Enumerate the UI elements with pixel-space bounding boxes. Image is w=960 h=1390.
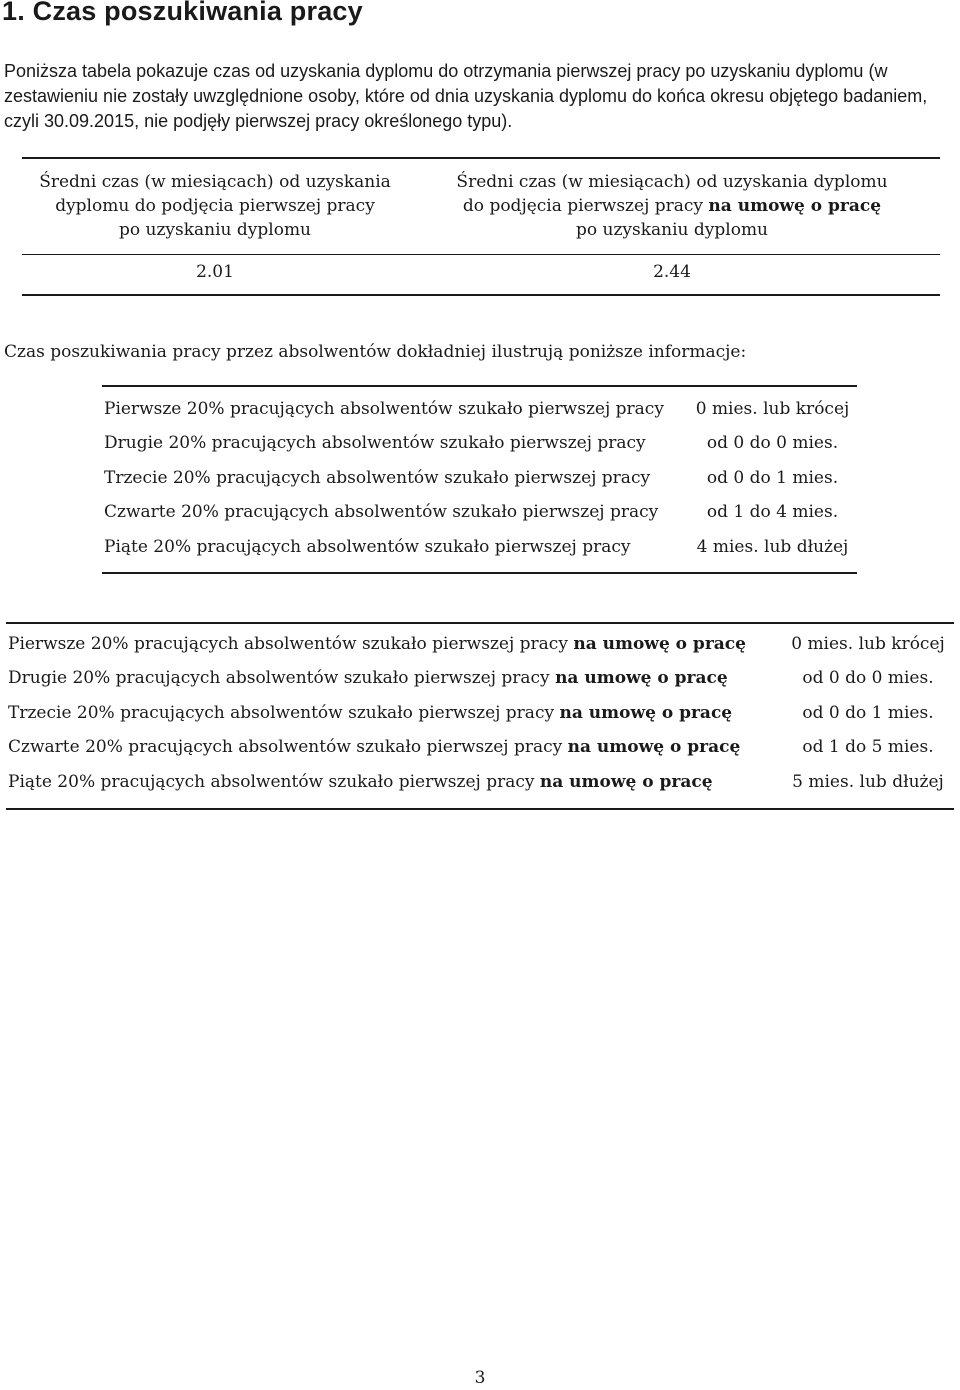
header-line (432, 194, 912, 218)
row-value: 0 mies. lub krócej (695, 399, 850, 419)
table-row (102, 431, 857, 465)
table-rule-bottom (6, 808, 954, 810)
header-text: do podjęcia pierwszej pracy (462, 196, 709, 216)
row-label: Drugie 20% pracujących absolwentów szukało pierwszej pracy (104, 433, 646, 453)
row-value: 4 mies. lub dłużej (696, 537, 849, 557)
row-value: od 1 do 5 mies. (802, 737, 934, 757)
row-label: Pierwsze 20% pracujących absolwentów szukało pierwszej pracy (104, 399, 664, 419)
header-emphasis: na umowę o pracę (708, 196, 882, 216)
row-label-emphasis: na umowę o pracę (573, 634, 746, 654)
row-label-emphasis: na umowę o pracę (539, 772, 713, 792)
table-rule-bottom (102, 572, 857, 574)
table-row (102, 397, 857, 431)
table-rule-mid (22, 254, 940, 255)
row-label: Czwarte 20% pracujących absolwentów szukało pierwszej pracy (104, 502, 659, 522)
row-label (8, 701, 732, 725)
table-row (6, 770, 954, 804)
table-rule-top (6, 622, 954, 624)
table-row (102, 500, 857, 534)
details-paragraph: Czas poszukiwania pracy przez absolwentów dokładniej ilustrują poniższe informacje: (4, 342, 747, 362)
row-value: od 0 do 1 mies. (706, 468, 839, 488)
table-row (6, 735, 954, 769)
header-average-time-contract (432, 170, 912, 242)
table-row (6, 701, 954, 735)
row-value: 0 mies. lub krócej (791, 634, 945, 654)
header-line: Średni czas (w miesiącach) od uzyskania (39, 172, 391, 192)
row-value: 5 mies. lub dłużej (792, 772, 944, 792)
section-title: 1. Czas poszukiwania pracy (2, 0, 363, 26)
page-number: 3 (474, 1368, 486, 1388)
table-row (6, 632, 954, 666)
table-row (6, 666, 954, 700)
header-line: dyplomu do podjęcia pierwszej pracy (55, 196, 375, 216)
average-time-contract-value: 2.44 (653, 262, 691, 282)
table-rule-top (102, 385, 857, 387)
quintile-table (102, 385, 857, 575)
row-value: od 0 do 1 mies. (802, 703, 934, 723)
quintile-contract-table (6, 622, 954, 812)
row-label (8, 666, 728, 690)
row-label-emphasis: na umowę o pracę (555, 668, 728, 688)
row-label-text: Trzecie 20% pracujących absolwentów szukało pierwszej pracy (8, 703, 560, 723)
header-line: po uzyskaniu dyplomu (575, 220, 769, 240)
row-label: Piąte 20% pracujących absolwentów szukało pierwszej pracy (104, 537, 631, 557)
table-rule-top (22, 157, 940, 159)
row-value: od 1 do 4 mies. (706, 502, 839, 522)
header-line: po uzyskaniu dyplomu (118, 220, 312, 240)
row-label-emphasis: na umowę o pracę (559, 703, 733, 723)
row-label-text: Pierwsze 20% pracujących absolwentów szukało pierwszej pracy (8, 634, 574, 654)
average-time-value: 2.01 (196, 262, 234, 282)
row-label-text: Czwarte 20% pracujących absolwentów szukało pierwszej pracy (8, 737, 568, 757)
row-label (8, 770, 713, 794)
row-label (8, 632, 746, 656)
row-value: od 0 do 0 mies. (802, 668, 934, 688)
table-row (102, 466, 857, 500)
table-row (102, 535, 857, 569)
intro-paragraph: Poniższa tabela pokazuje czas od uzyskania dyplomu do otrzymania pierwszej pracy po uzyskaniu dyplomu (w zestawieniu nie zostały uwzględnione osoby, które od dnia uzyskania dyplomu do końca okresu objętego badaniem, czyli 30.09.2015, nie podjęły pierwszej pracy określonego typu). (4, 61, 928, 131)
header-line: Średni czas (w miesiącach) od uzyskania dyplomu (456, 172, 888, 192)
row-label-emphasis: na umowę o pracę (567, 737, 741, 757)
row-label-text: Piąte 20% pracujących absolwentów szukało pierwszej pracy (8, 772, 540, 792)
row-label-text: Drugie 20% pracujących absolwentów szukało pierwszej pracy (8, 668, 556, 688)
row-label: Trzecie 20% pracujących absolwentów szukało pierwszej pracy (104, 468, 651, 488)
header-average-time (22, 170, 408, 242)
row-value: od 0 do 0 mies. (706, 433, 839, 453)
row-label (8, 735, 740, 759)
table-rule-bottom (22, 294, 940, 296)
